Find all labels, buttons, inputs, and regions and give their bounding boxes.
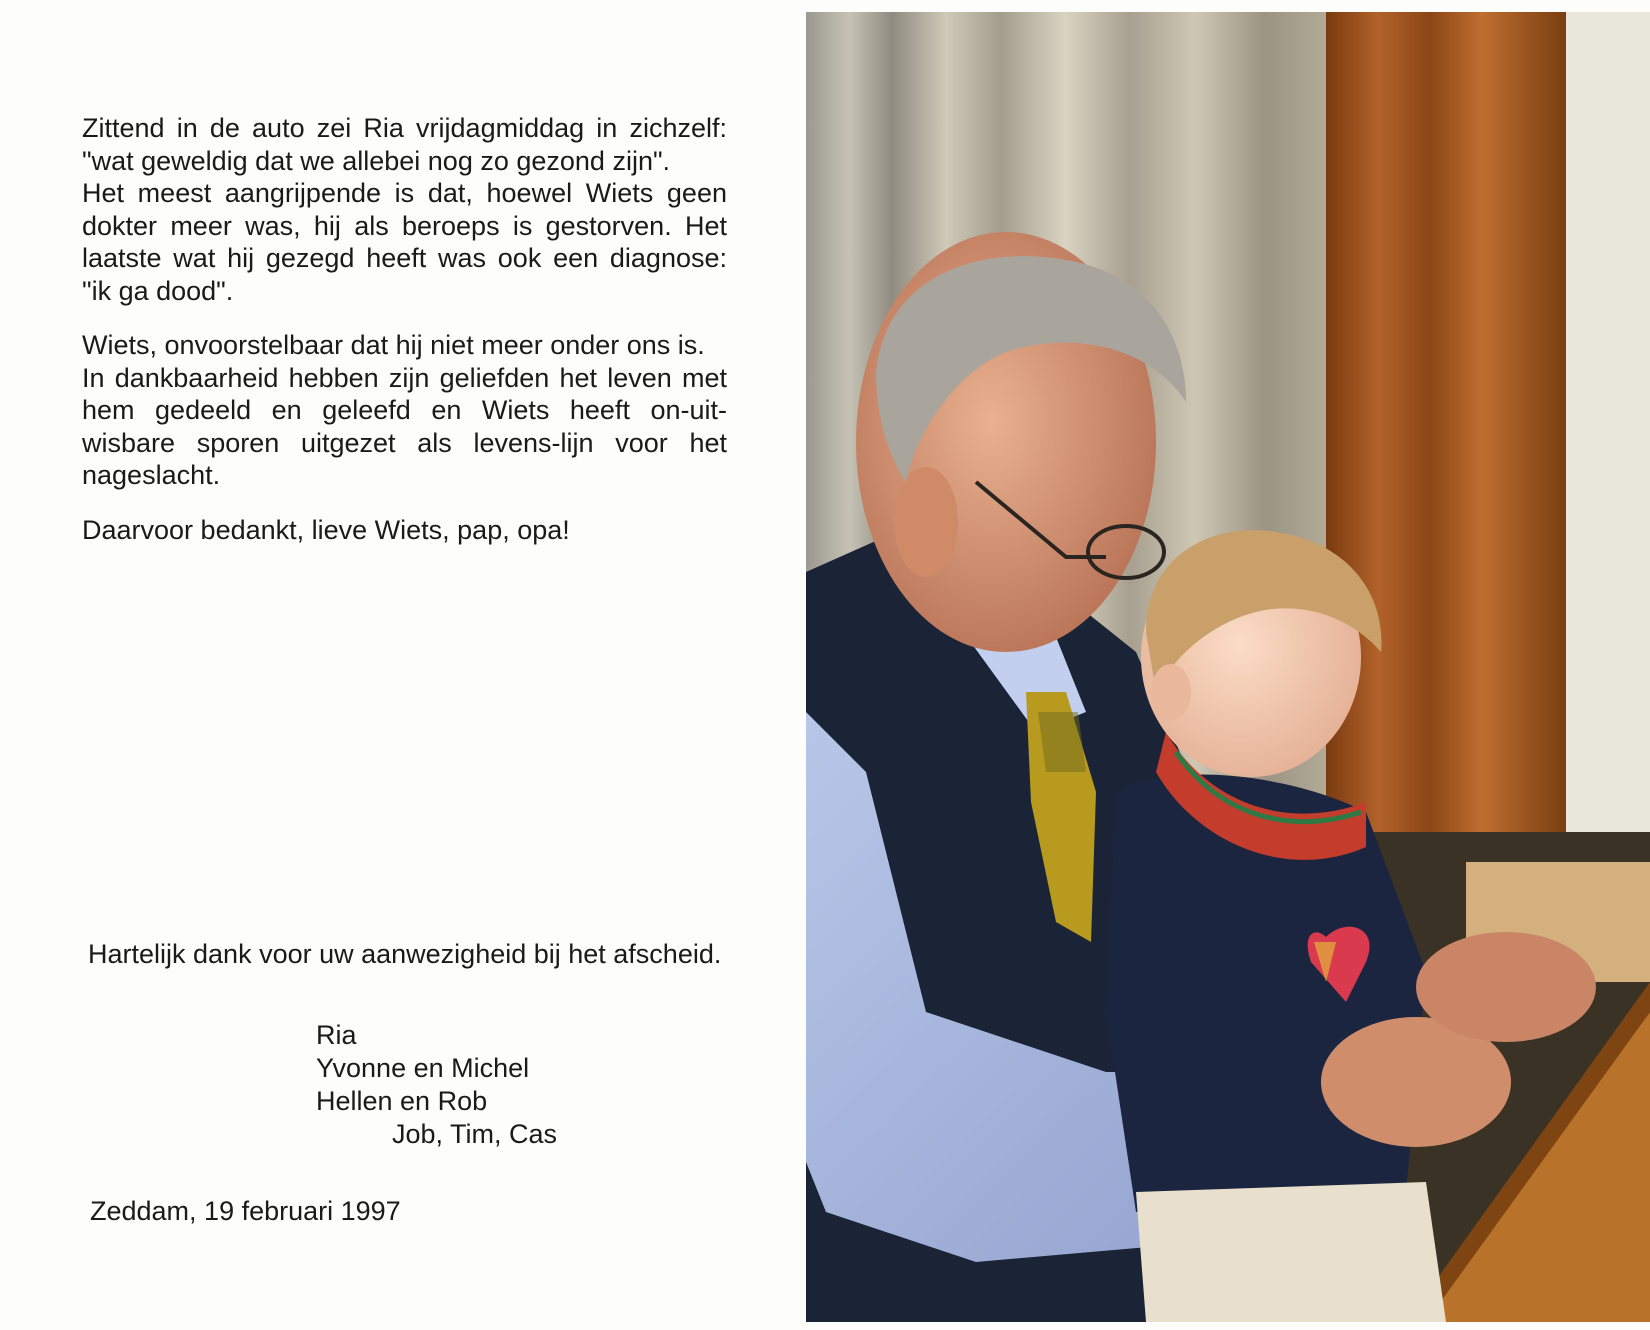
signer-1: Ria [316, 1020, 357, 1050]
thanks-text: Hartelijk dank voor uw aanwezigheid bij het afscheid. [88, 939, 722, 969]
paragraph-5: Daarvoor bedankt, lieve Wiets, pap, opa! [82, 514, 570, 545]
signers [316, 1019, 557, 1151]
signer-3: Hellen en Rob [316, 1086, 488, 1116]
place-date: Zeddam, 19 februari 1997 [90, 1196, 401, 1226]
grandchildren: Job, Tim, Cas [392, 1119, 558, 1149]
thanks-block [88, 938, 730, 971]
photo [806, 12, 1650, 1322]
paragraph-4: In dankbaarheid hebben zijn geliefden het leven met hem gedeeld en geleefd en Wiets heeft on-uit-wisbare sporen uitgezet als levens-lijn voor het nageslacht. [82, 362, 727, 490]
paragraph-2: Het meest aangrijpende is dat, hoewel Wiets geen dokter meer was, hij als beroeps is gestorven. Het laatste wat hij gezegd heeft was ook een diagnose: "ik ga dood". [82, 178, 727, 306]
paragraph-3: Wiets, onvoorstelbaar dat hij niet meer onder ons is. [82, 330, 705, 360]
paragraph-1: Zittend in de auto zei Ria vrijdagmiddag in zichzelf: "wat geweldig dat we allebei nog zo gezond zijn". [82, 113, 727, 176]
signer-2: Yvonne en Michel [316, 1053, 530, 1083]
memorial-text [82, 112, 727, 546]
